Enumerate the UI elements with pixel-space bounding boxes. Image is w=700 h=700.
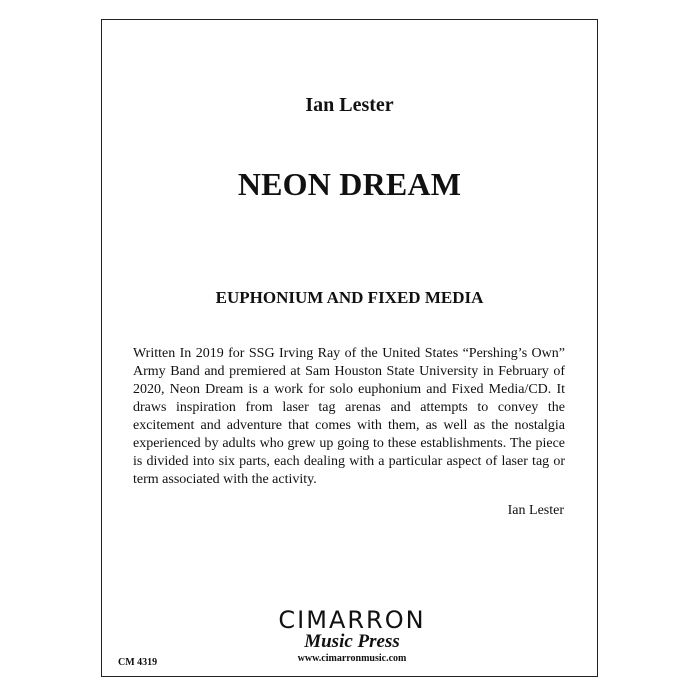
instrumentation: EUPHONIUM AND FIXED MEDIA xyxy=(215,288,484,307)
notes-signature: Ian Lester xyxy=(507,503,564,518)
program-notes: Written In 2019 for SSG Irving Ray of the United States “Pershing’s Own” Army Band and premiered at Sam Houston State University in February of 2020, Neon Dream is a work for solo euphonium and Fixed Media/CD. It draws inspiration from laser tag arenas and attempts to convey the excitement and adventure that comes with them, as well as the nostalgia experienced by adults who grew up going to these establishments. The piece is divided into six parts, each dealing with a particular aspect of laser tag or term associated with the activity. xyxy=(133,346,565,487)
publisher-name: CIMARRON xyxy=(278,606,426,634)
publisher-subname: Music Press xyxy=(304,631,400,652)
publisher-logo xyxy=(272,608,432,666)
piece-title: NEON DREAM xyxy=(237,166,462,202)
catalog-number: CM 4319 xyxy=(118,657,158,668)
composer-name: Ian Lester xyxy=(305,94,394,116)
publisher-url: www.cimarronmusic.com xyxy=(297,653,407,664)
